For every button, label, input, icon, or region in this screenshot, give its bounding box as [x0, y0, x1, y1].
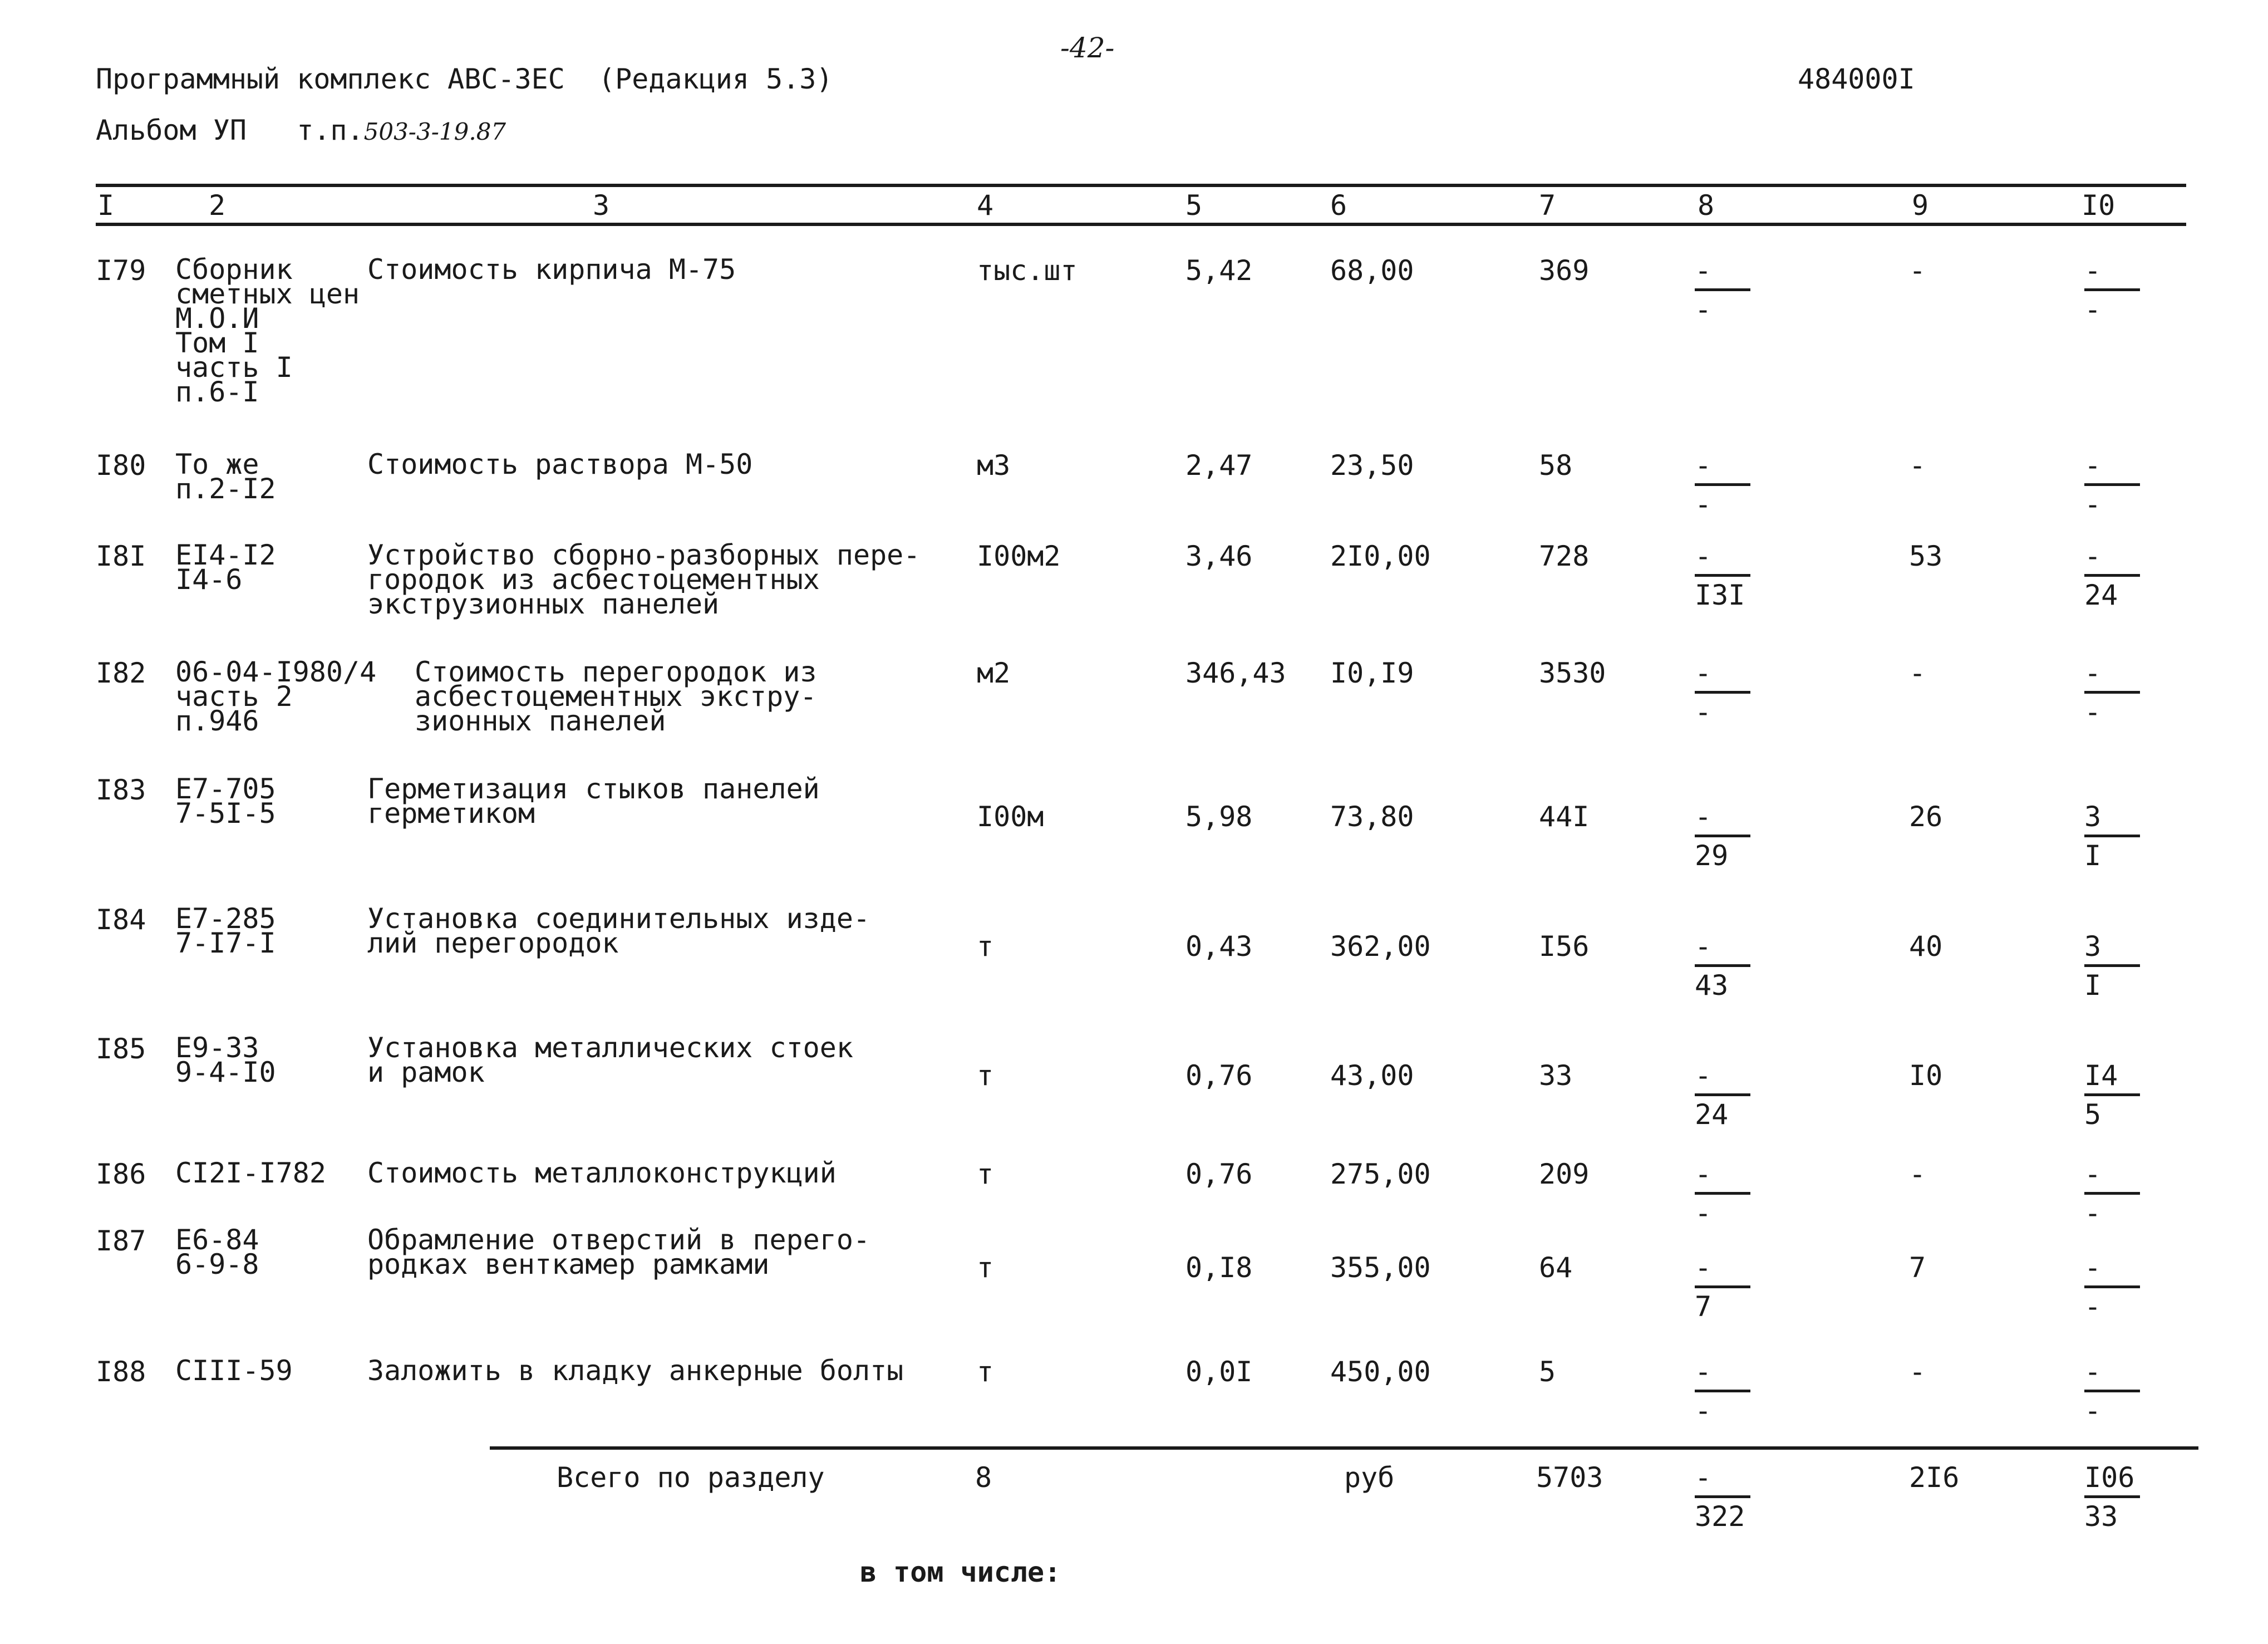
row-quantity: 0,76 [1185, 1059, 1253, 1092]
row-col9: 7 [1909, 1252, 1926, 1284]
row-col8-num: - [1695, 540, 1712, 572]
row-number: I88 [96, 1356, 146, 1388]
row-col9: - [1909, 449, 1926, 482]
row-col10-num: 3 [2084, 930, 2102, 963]
row-description: Стоимость раствора М-50 [367, 448, 753, 480]
row-number: I87 [96, 1225, 146, 1257]
row-unit: т [977, 1059, 994, 1092]
row-code: СI2I-I782 [175, 1157, 326, 1189]
row-quantity: 0,I8 [1185, 1252, 1253, 1284]
row-code: 06-04-I980/4 часть 2 п.946 [175, 656, 377, 737]
album-code: 503-3-19.87 [363, 118, 506, 145]
row-quantity: 5,98 [1185, 801, 1253, 833]
row-cost: 3530 [1539, 657, 1606, 689]
row-description: Установка соединительных изде- лий перегородок [367, 902, 870, 959]
row-price: 73,80 [1330, 801, 1414, 833]
row-col8-num: - [1695, 1059, 1712, 1092]
fraction-bar [2084, 1285, 2140, 1288]
row-quantity: 0,0I [1185, 1356, 1253, 1388]
page-number: -42- [1060, 32, 1115, 64]
col-header-3: 3 [593, 189, 610, 222]
row-code: Е7-705 7-5I-5 [175, 773, 276, 830]
row-col8-den: - [1695, 488, 1712, 521]
row-cost: 728 [1539, 540, 1590, 572]
row-unit: м2 [977, 657, 1011, 689]
total-rule [490, 1446, 2198, 1450]
row-col10-num: 3 [2084, 801, 2102, 833]
row-cost: I56 [1539, 930, 1590, 963]
row-description: Установка металлических стоек и рамок [367, 1032, 853, 1088]
row-col8-num: - [1695, 930, 1712, 963]
total-col8-den: 322 [1695, 1500, 1745, 1533]
row-col10-num: I4 [2084, 1059, 2118, 1092]
row-code: То же п.2-I2 [175, 448, 276, 505]
row-cost: 33 [1539, 1059, 1573, 1092]
row-quantity: 2,47 [1185, 449, 1253, 482]
header-rule [96, 223, 2186, 226]
fraction-bar [1695, 1495, 1750, 1498]
row-col8-num: - [1695, 254, 1712, 287]
row-price: 450,00 [1330, 1356, 1431, 1388]
fraction-bar [2084, 574, 2140, 577]
row-unit: тыс.шт [977, 254, 1078, 287]
row-col10-num: - [2084, 1356, 2102, 1388]
row-col8-num: - [1695, 449, 1712, 482]
fraction-bar [2084, 1390, 2140, 1392]
fraction-bar [1695, 1390, 1750, 1392]
fraction-bar [2084, 483, 2140, 486]
row-description: Стоимость металлоконструкций [367, 1157, 837, 1189]
row-code: Е7-285 7-I7-I [175, 902, 276, 959]
row-code: ЕI4-I2 I4-6 [175, 539, 276, 596]
fraction-bar [1695, 483, 1750, 486]
row-price: 2I0,00 [1330, 540, 1431, 572]
row-col10-den: I [2084, 969, 2102, 1002]
row-col10-num: - [2084, 540, 2102, 572]
row-col8-den: 24 [1695, 1098, 1729, 1131]
row-price: 23,50 [1330, 449, 1414, 482]
row-col8-den: 43 [1695, 969, 1729, 1002]
row-quantity: 3,46 [1185, 540, 1253, 572]
fraction-bar [1695, 1285, 1750, 1288]
fraction-bar [2084, 1495, 2140, 1498]
row-col9: - [1909, 1356, 1926, 1388]
row-number: I85 [96, 1033, 146, 1065]
row-col10-den: - [2084, 696, 2102, 728]
row-description: Заложить в кладку анкерные болты [367, 1355, 904, 1387]
fraction-bar [2084, 964, 2140, 967]
col-header-6: 6 [1330, 189, 1347, 222]
row-number: I8I [96, 540, 146, 572]
row-number: I80 [96, 449, 146, 482]
row-col9: 26 [1909, 801, 1943, 833]
row-col8-den: - [1695, 1395, 1712, 1427]
program-title: Программный комплекс АВС-ЗЕС (Редакция 5.3) [96, 63, 833, 95]
row-col10-num: - [2084, 1252, 2102, 1284]
including-label: в том числе: [860, 1556, 1061, 1588]
row-col10-num: - [2084, 449, 2102, 482]
row-code: Сборник сметных цен М.О.И Том I часть I п.6-I [175, 253, 360, 408]
row-col10-den: 24 [2084, 579, 2118, 611]
row-col8-num: - [1695, 1252, 1712, 1284]
total-label: Всего по разделу [557, 1461, 825, 1494]
row-col8-den: 29 [1695, 840, 1729, 872]
row-unit: м3 [977, 449, 1011, 482]
row-quantity: 5,42 [1185, 254, 1253, 287]
fraction-bar [2084, 1093, 2140, 1096]
row-col9: - [1909, 1158, 1926, 1190]
row-number: I82 [96, 657, 146, 689]
row-col9: I0 [1909, 1059, 1943, 1092]
row-col10-den: - [2084, 1197, 2102, 1229]
row-description: Герметизация стыков панелей герметиком [367, 773, 820, 830]
row-quantity: 0,76 [1185, 1158, 1253, 1190]
row-unit: т [977, 1252, 994, 1284]
row-description: Обрамление отверстий в перего- родках венткамер рамками [367, 1224, 870, 1280]
row-quantity: 346,43 [1185, 657, 1286, 689]
row-price: 275,00 [1330, 1158, 1431, 1190]
row-col8-den: 7 [1695, 1290, 1712, 1323]
row-price: 362,00 [1330, 930, 1431, 963]
total-col9: 2I6 [1909, 1461, 1960, 1494]
row-col8-num: - [1695, 657, 1712, 689]
row-description: Стоимость кирпича М-75 [367, 253, 736, 286]
row-col8-num: - [1695, 801, 1712, 833]
row-col10-den: - [2084, 1395, 2102, 1427]
row-description: Стоимость перегородок из асбестоцементных экстру- зионных панелей [415, 656, 817, 737]
row-unit: т [977, 1356, 994, 1388]
fraction-bar [1695, 288, 1750, 291]
row-code: Е9-33 9-4-I0 [175, 1032, 276, 1088]
row-unit: I00м [977, 801, 1044, 833]
fraction-bar [1695, 691, 1750, 694]
document-number: 484000I [1798, 63, 1915, 95]
total-col10-den: 33 [2084, 1500, 2118, 1533]
row-col8-den: - [1695, 696, 1712, 728]
row-col9: 40 [1909, 930, 1943, 963]
album-label: Альбом УП т.п. [96, 114, 364, 146]
top-rule [96, 184, 2186, 187]
col-header-8: 8 [1698, 189, 1715, 222]
fraction-bar [1695, 1192, 1750, 1195]
row-col8-den: I3I [1695, 579, 1745, 611]
row-col8-num: - [1695, 1356, 1712, 1388]
row-number: I83 [96, 774, 146, 806]
album-line [96, 114, 506, 146]
row-col10-num: - [2084, 657, 2102, 689]
row-col8-den: - [1695, 293, 1712, 326]
row-code: Е6-84 6-9-8 [175, 1224, 259, 1280]
row-price: I0,I9 [1330, 657, 1414, 689]
col-header-10: I0 [2082, 189, 2116, 222]
fraction-bar [2084, 835, 2140, 837]
row-col10-den: - [2084, 488, 2102, 521]
row-cost: 64 [1539, 1252, 1573, 1284]
col-header-9: 9 [1912, 189, 1929, 222]
row-unit: I00м2 [977, 540, 1061, 572]
row-col10-num: - [2084, 1158, 2102, 1190]
fraction-bar [1695, 574, 1750, 577]
row-cost: 369 [1539, 254, 1590, 287]
total-cost: 5703 [1536, 1461, 1603, 1494]
col-header-1: I [97, 189, 115, 222]
fraction-bar [2084, 1192, 2140, 1195]
row-number: I79 [96, 254, 146, 287]
row-number: I86 [96, 1158, 146, 1190]
total-section: 8 [975, 1461, 992, 1494]
fraction-bar [1695, 835, 1750, 837]
row-unit: т [977, 1158, 994, 1190]
total-col8-num: - [1695, 1461, 1712, 1494]
row-cost: 44I [1539, 801, 1590, 833]
row-cost: 209 [1539, 1158, 1590, 1190]
row-cost: 58 [1539, 449, 1573, 482]
row-code: СIII-59 [175, 1355, 293, 1387]
row-col9: - [1909, 254, 1926, 287]
col-header-7: 7 [1539, 189, 1556, 222]
row-cost: 5 [1539, 1356, 1556, 1388]
row-quantity: 0,43 [1185, 930, 1253, 963]
total-col10-num: I06 [2084, 1461, 2135, 1494]
row-col10-num: - [2084, 254, 2102, 287]
total-currency: руб [1344, 1461, 1395, 1494]
row-price: 43,00 [1330, 1059, 1414, 1092]
row-col8-num: - [1695, 1158, 1712, 1190]
row-price: 68,00 [1330, 254, 1414, 287]
col-header-5: 5 [1185, 189, 1203, 222]
fraction-bar [2084, 691, 2140, 694]
fraction-bar [1695, 1093, 1750, 1096]
row-col8-den: - [1695, 1197, 1712, 1229]
row-col10-den: - [2084, 293, 2102, 326]
col-header-4: 4 [977, 189, 994, 222]
row-col10-den: I [2084, 840, 2102, 872]
row-col10-den: - [2084, 1290, 2102, 1323]
row-unit: т [977, 930, 994, 963]
row-col9: - [1909, 657, 1926, 689]
row-col10-den: 5 [2084, 1098, 2102, 1131]
row-col9: 53 [1909, 540, 1943, 572]
fraction-bar [1695, 964, 1750, 967]
row-description: Устройство сборно-разборных пере- городок из асбестоцементных экструзионных панелей [367, 539, 921, 620]
row-price: 355,00 [1330, 1252, 1431, 1284]
col-header-2: 2 [209, 189, 226, 222]
row-number: I84 [96, 904, 146, 936]
fraction-bar [2084, 288, 2140, 291]
